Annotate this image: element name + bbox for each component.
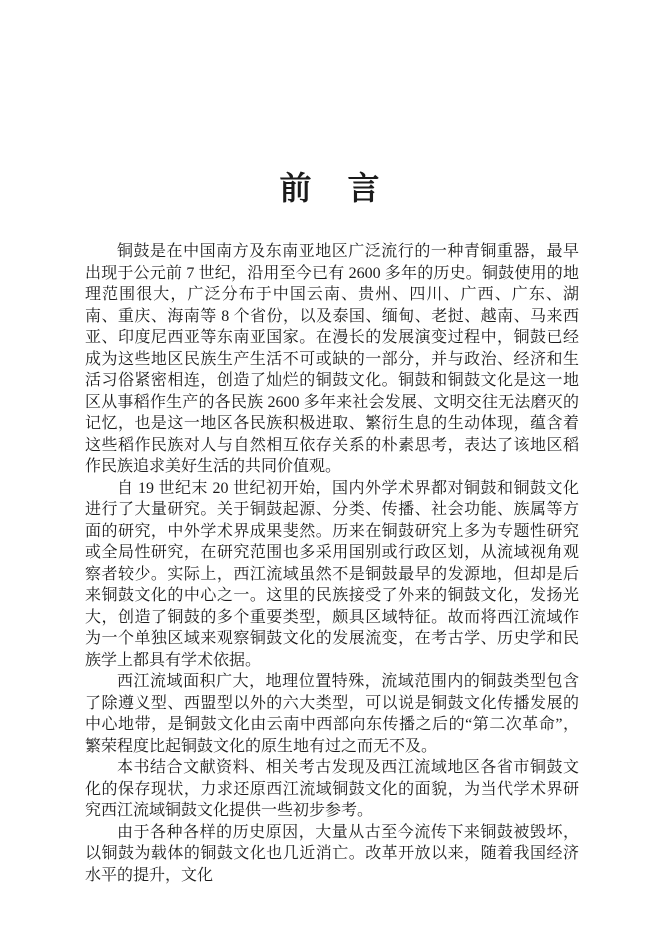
paragraph: 铜鼓是在中国南方及东南亚地区广泛流行的一种青铜重器，最早出现于公元前 7 世纪，沿用至今已有 2600 多年的历史。铜鼓使用的地理范围很大，广泛分布于中国云南、贵州、四川、广西、广东、湖南、重庆、海南等 8 个省份，以及泰国、缅甸、老挝、越南、马来西亚、印度尼西亚等东南亚国家。在漫长的发展演变过程中，铜鼓已经成为这些地区民族生产生活不可或缺的一部分，并与政治、经济和生活习俗紧密相连，创造了灿烂的铜鼓文化。铜鼓和铜鼓文化是这一地区从事稻作生产的各民族 2600 多年来社会发展、文明交往无法磨灭的记忆，也是这一地区各民族积极进取、繁衍生息的生动体现，蕴含着这些稻作民族对人与自然相互依存关系的朴素思考，表达了该地区稻作民族追求美好生活的共同价值观。	[85, 243, 579, 475]
page-title: 前 言	[279, 170, 382, 206]
paragraph: 本书结合文献资料、相关考古发现及西江流域地区各省市铜鼓文化的保存现状，力求还原西江流域铜鼓文化的面貌，为当代学术界研究西江流域铜鼓文化提供一些初步参考。	[85, 759, 579, 819]
paragraph: 西江流域面积广大，地理位置特殊，流域范围内的铜鼓类型包含了除遵义型、西盟型以外的六大类型，可以说是铜鼓文化传播发展的中心地带，是铜鼓文化由云南中西部向东传播之后的“第二次革命”，繁荣程度比起铜鼓文化的原生地有过之而无不及。	[85, 673, 579, 755]
paragraph: 由于各种各样的历史原因，大量从古至今流传下来铜鼓被毁坏，以铜鼓为载体的铜鼓文化也几近消亡。改革开放以来，随着我国经济水平的提升，文化	[85, 823, 579, 884]
paragraph: 自 19 世纪末 20 世纪初开始，国内外学术界都对铜鼓和铜鼓文化进行了大量研究。关于铜鼓起源、分类、传播、社会功能、族属等方面的研究，中外学术界成果斐然。历来在铜鼓研究上多为专题性研究或全局性研究，在研究范围也多采用国别或行政区划，从流域视角观察者较少。实际上，西江流域虽然不是铜鼓最早的发源地，但却是后来铜鼓文化的中心之一。这里的民族接受了外来的铜鼓文化，发扬光大，创造了铜鼓的多个重要类型，颇具区域特征。故而将西江流域作为一个单独区域来观察铜鼓文化的发展流变，在考古学、历史学和民族学上都具有学术依据。	[85, 479, 579, 669]
preface-body	[85, 241, 579, 886]
